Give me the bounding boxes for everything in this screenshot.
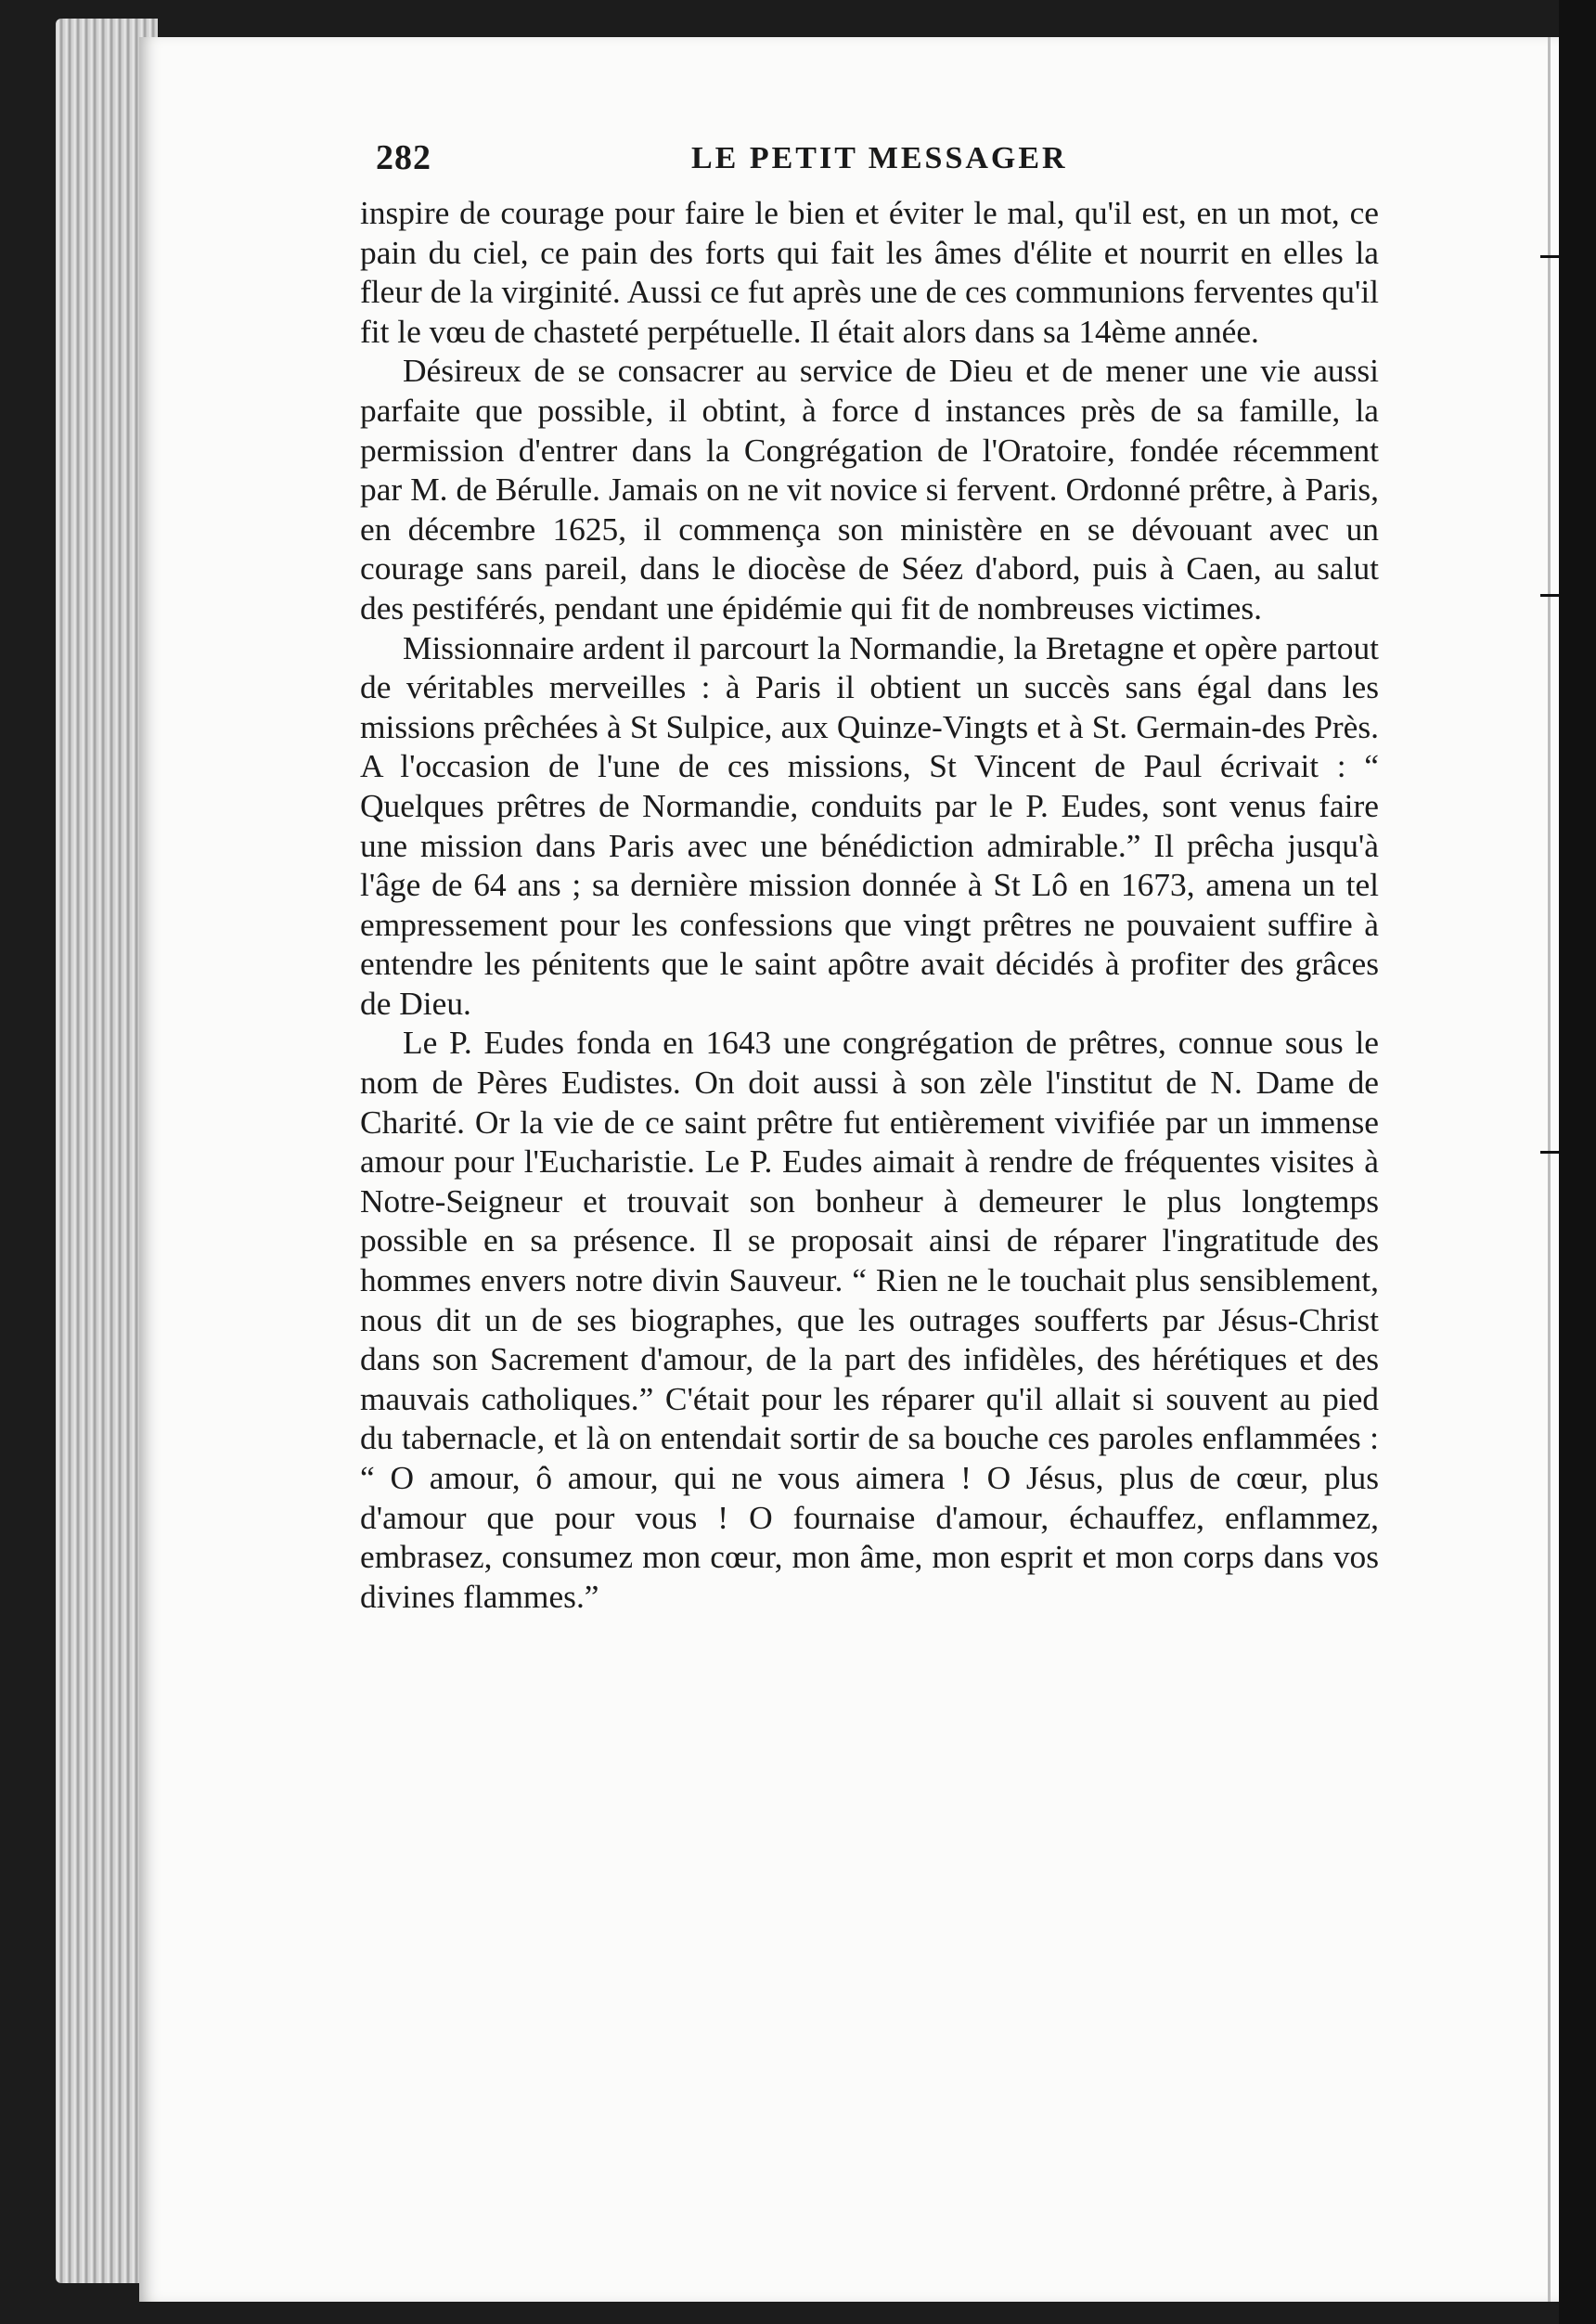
margin-tick-mark xyxy=(1540,1151,1559,1154)
margin-tick-mark xyxy=(1540,255,1559,258)
paragraph: Le P. Eudes fonda en 1643 une congrégation de prêtres, connue sous le nom de Pères Eudistes. On doit aussi à son zèle l'institut de N. Dame de Charité. Or la vie de ce saint prêtre fut entièrement vivifiée par un immense amour pour l'Eucharistie. Le P. Eudes aimait à rendre de fréquentes visites à Notre-Seigneur et trouvait son bonheur à demeurer le plus longtemps possible en sa présence. Il se proposait ainsi de réparer l'ingratitude des hommes envers notre divin Sauveur. “ Rien ne le touchait plus sensiblement, nous dit un de ses biographes, que les outrages soufferts par Jésus-Christ dans son Sacrement d'amour, de la part des infidèles, des hérétiques et des mauvais catholiques.” C'était pour les réparer qu'il allait si souvent au pied du tabernacle, et là on entendait sortir de sa bouche ces paroles enflammées : “ O amour, ô amour, qui ne vous aimera ! O Jésus, plus de cœur, plus d'amour que pour vous ! O fournaise d'amour, échauffez, enflammez, embrasez, consumez mon cœur, mon âme, mon esprit et mon corps dans vos divines flammes.” xyxy=(360,1024,1379,1615)
scan-border xyxy=(1559,0,1596,2324)
body-text xyxy=(360,193,1379,1616)
margin-tick-mark xyxy=(1540,594,1559,597)
paragraph: Désireux de se consacrer au service de Dieu et de mener une vie aussi parfaite que possible, il obtint, à force d instances près de sa famille, la permission d'entrer dans la Congrégation de l'Oratoire, fondée récemment par M. de Bérulle. Jamais on ne vit novice si fervent. Ordonné prêtre, à Paris, en décembre 1625, il commença son ministère en se dévouant avec un courage sans pareil, dans le diocèse de Séez d'abord, puis à Caen, au salut des pestiférés, pendant une épidémie qui fit de nombreuses victimes. xyxy=(360,352,1379,626)
paragraph: inspire de courage pour faire le bien et éviter le mal, qu'il est, en un mot, ce pain du ciel, ce pain des forts qui fait les âmes d'élite et nourrit en elles la fleur de la virginité. Aussi ce fut après une de ces communions ferventes qu'il fit le vœu de chasteté perpétuelle. Il était alors dans sa 14ème année. xyxy=(360,194,1379,350)
page-fold-line xyxy=(1548,37,1551,2302)
paragraph: Missionnaire ardent il parcourt la Normandie, la Bretagne et opère partout de véritables merveilles : à Paris il obtient un succès sans égal dans les missions prêchées à St Sulpice, aux Quinze-Vingts et à St. Germain-des Près. A l'occasion de l'une de ces missions, St Vincent de Paul écrivait : “ Quelques prêtres de Normandie, conduits par le P. Eudes, sont venus faire une mission dans Paris avec une bénédiction admirable.” Il prêcha jusqu'à l'âge de 64 ans ; sa dernière mission donnée à St Lô en 1673, amena un tel empressement pour les confessions que vingt prêtres ne pouvaient suffire à entendre les pénitents que le saint apôtre avait décidés à profiter des grâces de Dieu. xyxy=(360,628,1379,1022)
running-title: LE PETIT MESSAGER xyxy=(691,141,1068,175)
page-number: 282 xyxy=(376,138,431,177)
